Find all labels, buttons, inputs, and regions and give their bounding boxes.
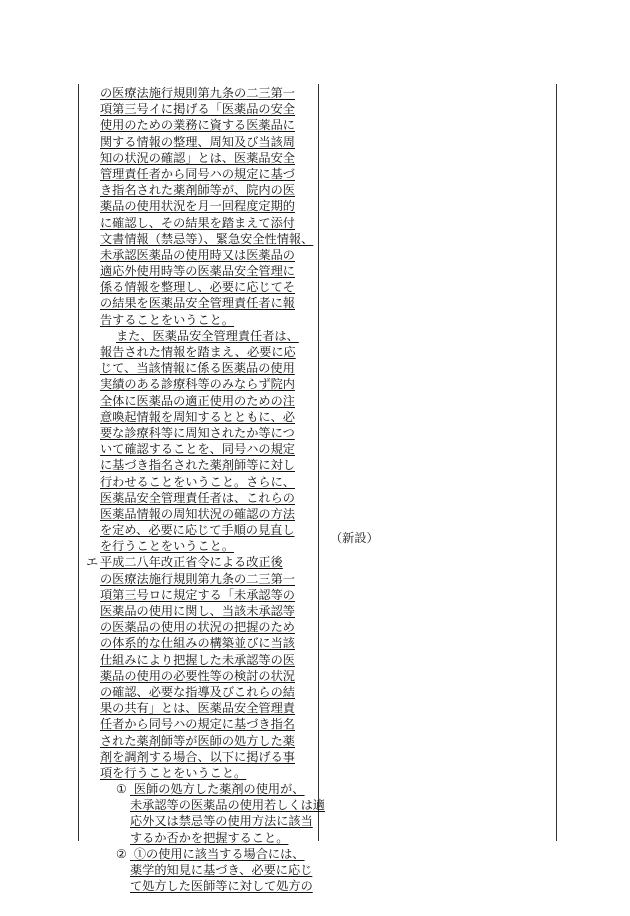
text-line: 適応外使用時等の医薬品安全管理に: [100, 264, 295, 279]
text-line: の確認、必要な指導及びこれらの結: [100, 684, 295, 699]
text-line: を行うことをいうこと。: [100, 539, 235, 554]
previous-text-column: [330, 530, 530, 546]
text-line: の結果を医薬品安全管理責任者に報: [100, 296, 295, 311]
text-line: 文書情報（禁忌等）、緊急安全性情報、: [100, 231, 314, 246]
sub-item-2-first-line: ①の使用に該当する場合には、: [133, 846, 305, 861]
text-line: じて、当該情報に係る医薬品の使用: [100, 361, 295, 376]
text-line: に基づき指名された薬剤師等に対し: [100, 458, 295, 473]
text-line: 薬学的知見に基づき、必要に応じ: [130, 863, 313, 877]
text-line: [100, 846, 315, 862]
text-line: 知の状況の確認」とは、医薬品安全: [100, 150, 295, 165]
text-line: 薬品の使用の必要性等の検討の状況: [100, 668, 295, 683]
text-line: の医療法施行規則第九条の二三第一: [100, 86, 295, 100]
text-line: 実績のある診療科等のみならず院内: [100, 377, 295, 392]
text-line: [86, 554, 315, 570]
text-line: 要な診療科等に周知されたか等につ: [100, 425, 295, 440]
paragraph-block1: [100, 85, 315, 328]
text-line: の体系的な仕組みの構築並びに当該: [100, 636, 295, 651]
text-line: するか否かを把握すること。: [130, 830, 289, 845]
text-line: 関する情報の整理、周知及び当該周: [100, 134, 295, 149]
table-border-left: [78, 84, 79, 841]
text-line: て処方した医師等に対して処方の: [130, 879, 313, 894]
text-line: 報告された情報を踏まえ、必要に応: [100, 345, 296, 359]
sub-item-1-first-line: 医師の処方した薬剤の使用が、: [133, 782, 305, 797]
table-border-middle: [318, 84, 319, 841]
text-line: 項第三号イに掲げる「医薬品の安全: [100, 102, 295, 117]
text-line: 未承認等の医薬品の使用若しくは適: [130, 798, 325, 813]
paragraph-block2: [100, 328, 315, 555]
sub-item-1-marker: ①: [116, 782, 127, 797]
text-line: 医薬品情報の周知状況の確認の方法: [100, 506, 295, 521]
sub-item-2: [100, 846, 315, 895]
sub-item-2-marker: ②: [116, 846, 127, 861]
text-line: 医薬品の使用に関し、当該未承認等: [100, 604, 295, 618]
text-line: 任者から同号ハの規定に基づき指名: [100, 717, 295, 732]
text-line: 項を行うことをいうこと。: [100, 765, 247, 780]
text-line: 未承認医薬品の使用時又は医薬品の: [100, 247, 295, 262]
item-e: [86, 554, 315, 781]
text-line: の医療法施行規則第九条の二三第一: [100, 571, 295, 586]
text-line: 全体に医薬品の適正使用のための注: [100, 393, 295, 408]
text-line: 管理責任者から同号ハの規定に基づ: [100, 166, 295, 181]
text-line: 係る情報を整理し、必要に応じてそ: [100, 280, 295, 295]
text-line: 項第三号ロに規定する「未承認等の: [100, 587, 295, 602]
text-line: を定め、必要に応じて手順の見直し: [100, 523, 295, 538]
text-line: 果の共有」とは、医薬品安全管理責: [100, 701, 295, 716]
item-e-marker: エ: [86, 555, 99, 570]
text-line: [100, 781, 315, 797]
text-line: された薬剤師等が医師の処方した薬: [100, 733, 295, 748]
text-line: の医薬品の使用の状況の把握のため: [100, 620, 295, 635]
text-line: 医薬品安全管理責任者は、これらの: [100, 490, 295, 505]
table-border-right: [556, 84, 557, 841]
revised-text-column: [86, 85, 325, 894]
text-line: いて確認することを、同号ハの規定: [100, 442, 295, 457]
text-line: 薬品の使用状況を月一回程度定期的: [100, 199, 295, 214]
text-line: 意喚起情報を周知するとともに、必: [100, 409, 295, 424]
text-line: 剤を調剤する場合、以下に掲げる事: [100, 749, 295, 764]
text-line: 使用のための業務に資する医薬品に: [100, 118, 295, 133]
item-e-first-line: 平成二八年改正省令による改正後: [100, 555, 283, 570]
text-line: また、医薬品安全管理責任者は、: [116, 328, 299, 343]
text-line: 応外又は禁忌等の使用方法に該当: [130, 814, 313, 829]
text-line: に確認し、その結果を踏まえて添付: [100, 215, 295, 230]
text-line: 行わせることをいうこと。さらに、: [100, 474, 295, 489]
sub-item-1: [100, 781, 325, 846]
text-line: き指名された薬剤師等が、院内の医: [100, 183, 295, 198]
new-provision-label: （新設）: [330, 531, 379, 545]
text-line: 仕組みにより把握した未承認等の医: [100, 652, 295, 667]
text-line: 告することをいうこと。: [100, 312, 235, 327]
